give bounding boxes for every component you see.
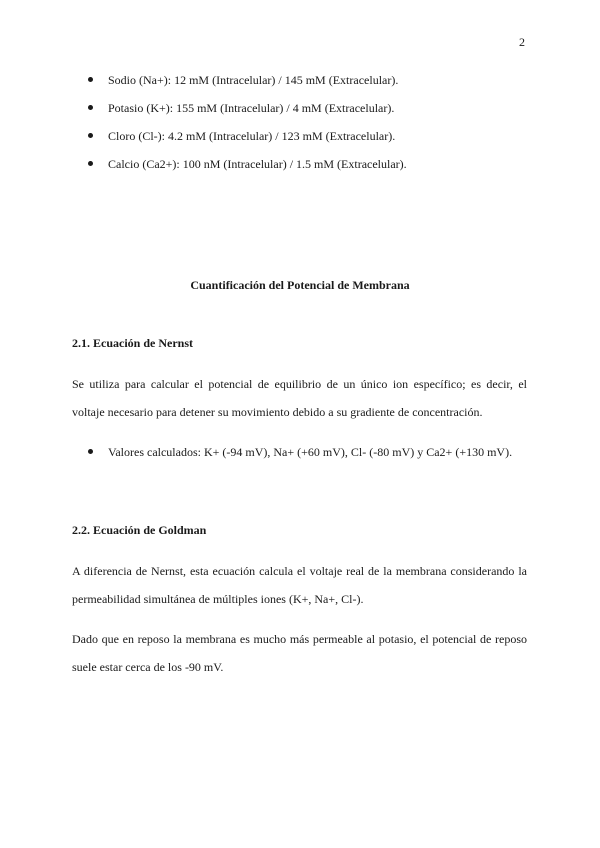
nernst-values-list	[88, 444, 512, 472]
page-number: 2	[519, 35, 525, 49]
nernst-values-item: Valores calculados: K+ (-94 mV), Na+ (+60 mV), Cl- (-80 mV) y Ca2+ (+130 mV).	[108, 445, 513, 459]
paragraph-line: suele estar cerca de los -90 mV.	[72, 660, 224, 674]
goldman-paragraph	[72, 557, 527, 613]
ion-item-cloro: Cloro (Cl-): 4.2 mM (Intracelular) / 123 mM (Extracelular).	[108, 129, 396, 143]
paragraph-line: permeabilidad simultánea de múltiples iones (K+, Na+, Cl-).	[72, 592, 364, 606]
bullet-icon	[88, 105, 93, 110]
paragraph-line: Dado que en reposo la membrana es mucho más permeable al potasio, el potencial de reposo	[72, 632, 527, 646]
bullet-icon	[88, 161, 93, 166]
list-item	[88, 128, 407, 156]
ion-item-sodio: Sodio (Na+): 12 mM (Intracelular) / 145 mM (Extracelular).	[108, 73, 399, 87]
ion-concentration-list	[88, 72, 407, 184]
nernst-heading: 2.1. Ecuación de Nernst	[72, 336, 193, 350]
nernst-paragraph	[72, 370, 527, 426]
goldman-heading: 2.2. Ecuación de Goldman	[72, 523, 207, 537]
ion-item-calcio: Calcio (Ca2+): 100 nM (Intracelular) / 1.5 mM (Extracelular).	[108, 157, 407, 171]
list-item	[88, 156, 407, 184]
section-title: Cuantificación del Potencial de Membrana	[190, 278, 410, 292]
list-item	[88, 100, 407, 128]
resting-potential-paragraph	[72, 625, 527, 681]
list-item	[88, 444, 512, 472]
list-item	[88, 72, 407, 100]
bullet-icon	[88, 133, 93, 138]
paragraph-line: voltaje necesario para detener su movimiento debido a su gradiente de concentración.	[72, 405, 483, 419]
ion-item-potasio: Potasio (K+): 155 mM (Intracelular) / 4 mM (Extracelular).	[108, 101, 395, 115]
paragraph-line: A diferencia de Nernst, esta ecuación calcula el voltaje real de la membrana considerando la	[72, 564, 527, 578]
bullet-icon	[88, 449, 93, 454]
bullet-icon	[88, 77, 93, 82]
paragraph-line: Se utiliza para calcular el potencial de equilibrio de un único ion específico; es decir, el	[72, 377, 527, 391]
